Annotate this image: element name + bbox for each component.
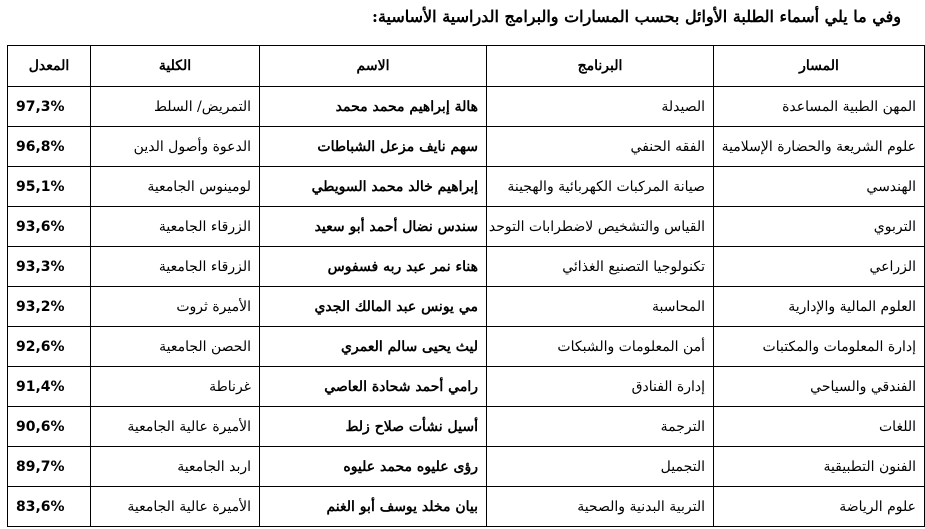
cell-name: رامي أحمد شحادة العاصي <box>260 367 487 407</box>
cell-college: الأميرة عالية الجامعية <box>91 487 260 527</box>
cell-college: غرناطة <box>91 367 260 407</box>
header-track: المسار <box>714 46 925 87</box>
cell-name: بيان مخلد يوسف أبو الغنم <box>260 487 487 527</box>
cell-track: الفندقي والسياحي <box>714 367 925 407</box>
table-row <box>8 167 925 207</box>
cell-program: القياس والتشخيص لاضطرابات التوحد <box>487 207 714 247</box>
cell-name: إبراهيم خالد محمد السويطي <box>260 167 487 207</box>
table-header-row <box>8 46 925 87</box>
cell-track: علوم الشريعة والحضارة الإسلامية <box>714 127 925 167</box>
cell-name: رؤى عليوه محمد عليوه <box>260 447 487 487</box>
cell-average: 95,1% <box>8 167 91 207</box>
table-row <box>8 447 925 487</box>
cell-college: الدعوة وأصول الدين <box>91 127 260 167</box>
table-row <box>8 407 925 447</box>
cell-program: أمن المعلومات والشبكات <box>487 327 714 367</box>
cell-average: 93,3% <box>8 247 91 287</box>
cell-name: هناء نمر عبد ربه فسفوس <box>260 247 487 287</box>
table-row <box>8 327 925 367</box>
cell-track: العلوم المالية والإدارية <box>714 287 925 327</box>
cell-track: اللغات <box>714 407 925 447</box>
cell-college: الأميرة عالية الجامعية <box>91 407 260 447</box>
cell-track: علوم الرياضة <box>714 487 925 527</box>
table-row <box>8 207 925 247</box>
cell-track: الهندسي <box>714 167 925 207</box>
cell-track: الزراعي <box>714 247 925 287</box>
cell-program: الترجمة <box>487 407 714 447</box>
table-row <box>8 247 925 287</box>
table-row <box>8 487 925 527</box>
cell-program: صيانة المركبات الكهربائية والهجينة <box>487 167 714 207</box>
cell-average: 90,6% <box>8 407 91 447</box>
cell-name: هالة إبراهيم محمد محمد <box>260 87 487 127</box>
cell-average: 89,7% <box>8 447 91 487</box>
cell-track: التربوي <box>714 207 925 247</box>
cell-average: 93,6% <box>8 207 91 247</box>
cell-college: لومينوس الجامعية <box>91 167 260 207</box>
cell-average: 97,3% <box>8 87 91 127</box>
cell-average: 83,6% <box>8 487 91 527</box>
cell-name: سندس نضال أحمد أبو سعيد <box>260 207 487 247</box>
table-row <box>8 287 925 327</box>
cell-average: 93,2% <box>8 287 91 327</box>
table-row <box>8 127 925 167</box>
cell-college: الزرقاء الجامعية <box>91 247 260 287</box>
cell-college: الحصن الجامعية <box>91 327 260 367</box>
cell-program: تكنولوجيا التصنيع الغذائي <box>487 247 714 287</box>
table-row <box>8 87 925 127</box>
cell-name: أسيل نشأت صلاح زلط <box>260 407 487 447</box>
top-students-table <box>7 45 925 527</box>
cell-name: ليث يحيى سالم العمري <box>260 327 487 367</box>
header-program: البرنامج <box>487 46 714 87</box>
cell-name: مي يونس عبد المالك الجدي <box>260 287 487 327</box>
cell-track: المهن الطبية المساعدة <box>714 87 925 127</box>
cell-program: التجميل <box>487 447 714 487</box>
cell-college: اربد الجامعية <box>91 447 260 487</box>
cell-average: 96,8% <box>8 127 91 167</box>
cell-program: المحاسبة <box>487 287 714 327</box>
cell-name: سهم نايف مزعل الشباطات <box>260 127 487 167</box>
cell-average: 92,6% <box>8 327 91 367</box>
cell-average: 91,4% <box>8 367 91 407</box>
table-row <box>8 367 925 407</box>
header-average: المعدل <box>8 46 91 87</box>
document-heading: وفي ما يلي أسماء الطلبة الأوائل بحسب المسارات والبرامج الدراسية الأساسية: <box>372 7 901 26</box>
cell-college: التمريض/ السلط <box>91 87 260 127</box>
cell-program: إدارة الفنادق <box>487 367 714 407</box>
cell-track: إدارة المعلومات والمكتبات <box>714 327 925 367</box>
header-college: الكلية <box>91 46 260 87</box>
cell-program: الصيدلة <box>487 87 714 127</box>
cell-program: الفقه الحنفي <box>487 127 714 167</box>
header-name: الاسم <box>260 46 487 87</box>
cell-program: التربية البدنية والصحية <box>487 487 714 527</box>
cell-track: الفنون التطبيقية <box>714 447 925 487</box>
cell-college: الزرقاء الجامعية <box>91 207 260 247</box>
cell-college: الأميرة ثروت <box>91 287 260 327</box>
